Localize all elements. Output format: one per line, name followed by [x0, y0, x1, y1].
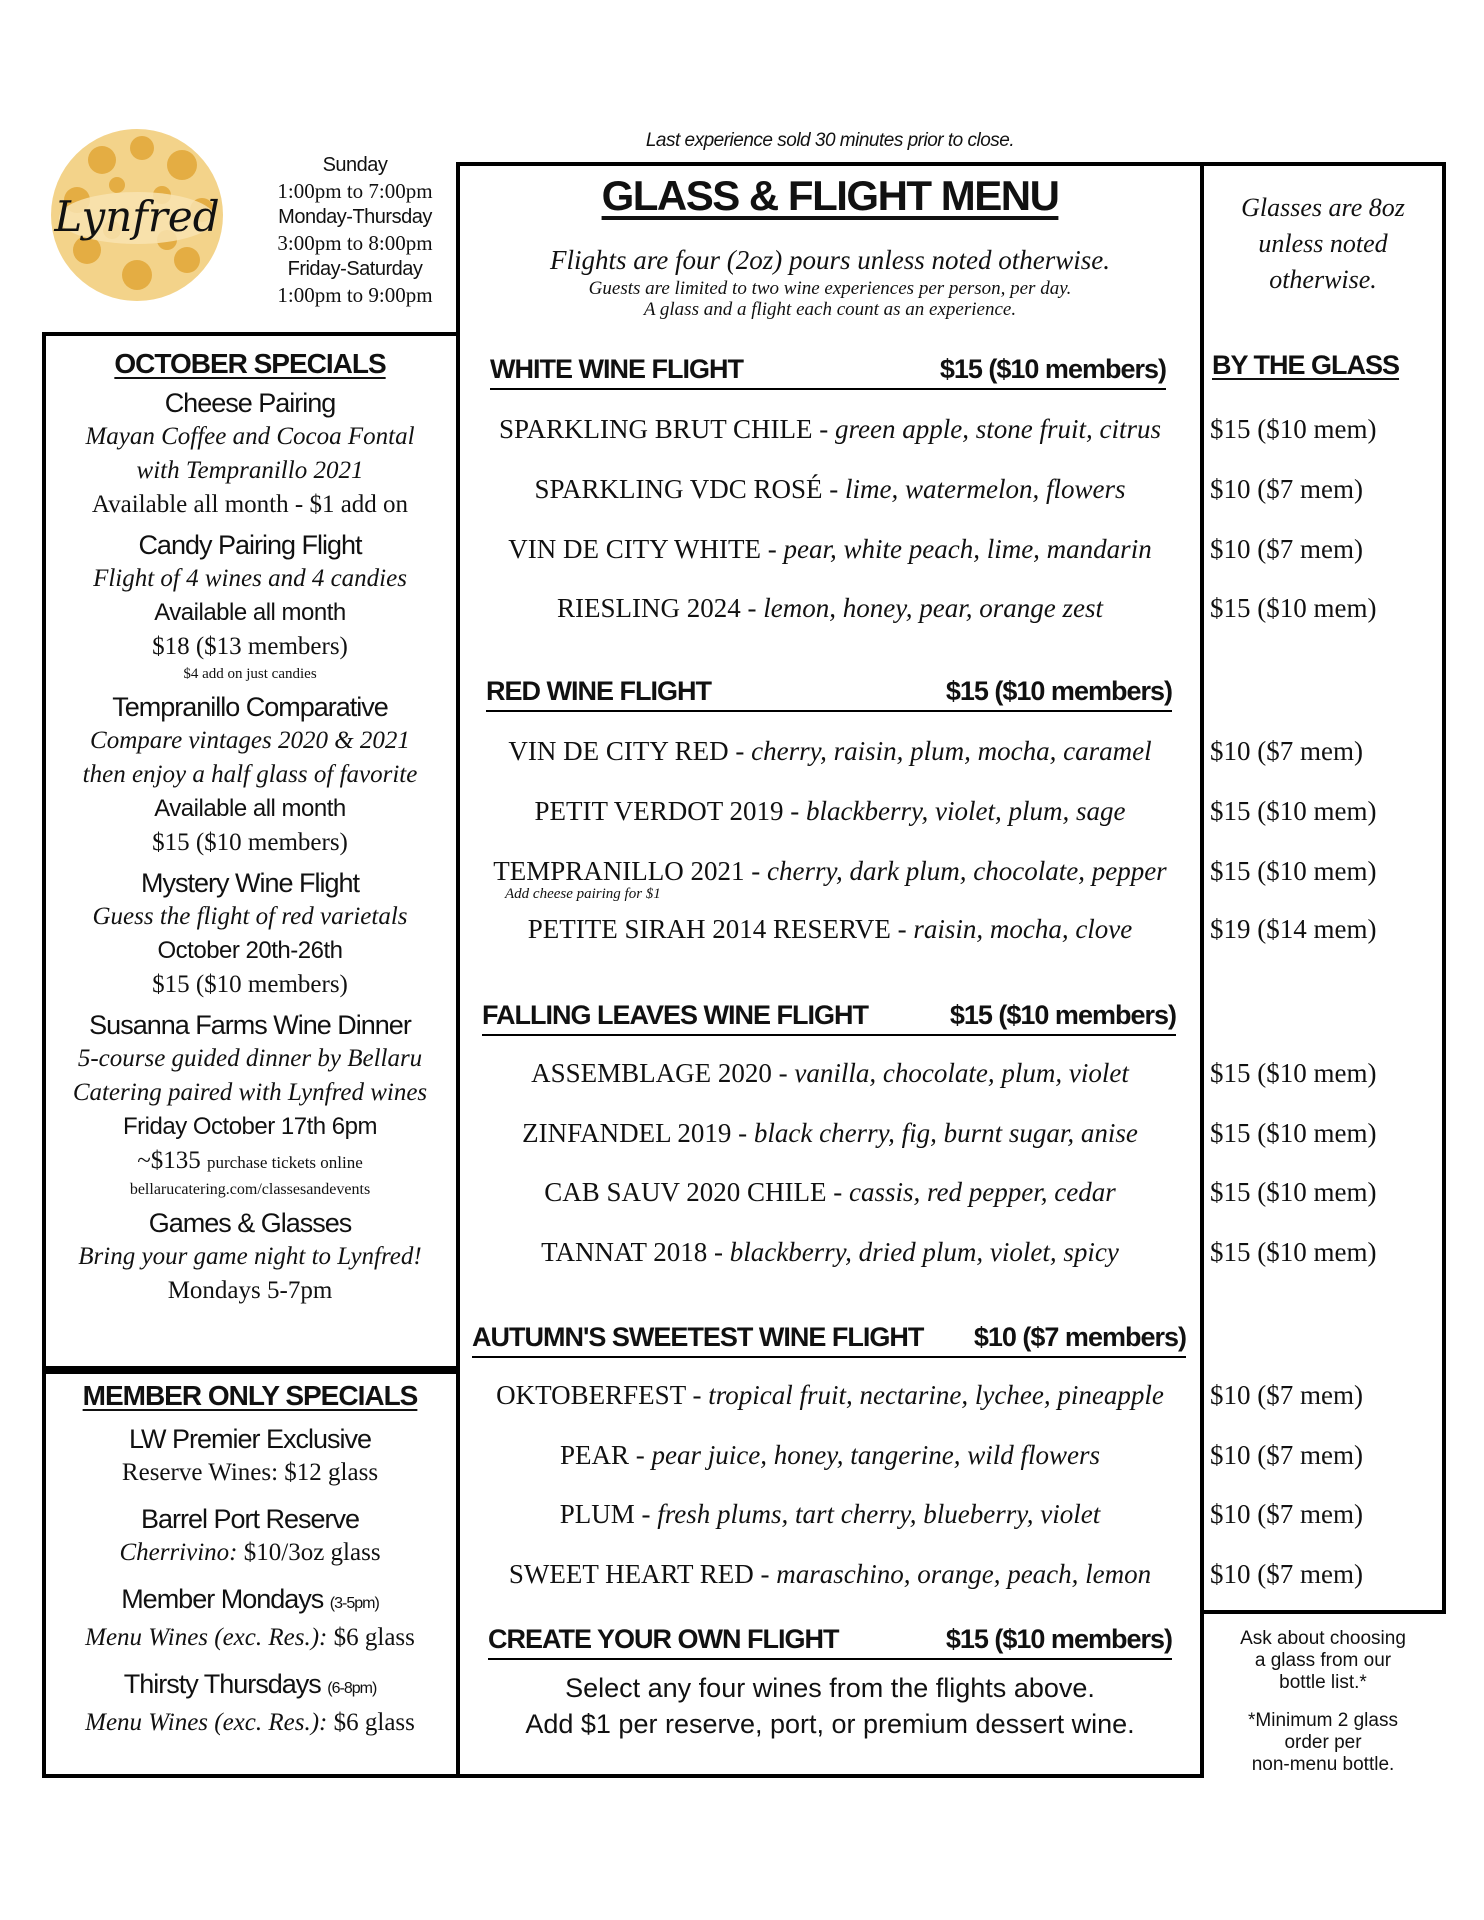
glass-price: $15 ($10 mem) [1210, 414, 1377, 444]
note-line: *Minimum 2 glass [1248, 1710, 1398, 1731]
glass-price: $10 ($7 mem) [1210, 1440, 1363, 1470]
wine-notes: vanilla, chocolate, plum, violet [794, 1058, 1129, 1088]
wine-name: PETIT VERDOT 2019 [534, 796, 784, 826]
wine-notes: green apple, stone fruit, citrus [835, 414, 1161, 444]
special-price: ~$135 [137, 1147, 201, 1174]
special-title: Mystery Wine Flight [140, 868, 360, 898]
glass-price: $10 ($7 mem) [1210, 1380, 1363, 1410]
flight-name: CREATE YOUR OWN FLIGHT [488, 1624, 839, 1654]
wine-notes: pear juice, honey, tangerine, wild flowers [651, 1440, 1100, 1470]
flight-header [490, 354, 1166, 394]
special-title: Games & Glasses [148, 1208, 352, 1238]
wine-name: CAB SAUV 2020 CHILE [544, 1177, 827, 1207]
glass-price: $15 ($10 mem) [1210, 1237, 1377, 1267]
wine-name: ZINFANDEL 2019 [522, 1118, 732, 1148]
flight-name: FALLING LEAVES WINE FLIGHT [482, 1000, 868, 1030]
flight-price: $15 ($10 members) [939, 354, 1166, 384]
glass-price: $15 ($10 mem) [1210, 1058, 1377, 1088]
note-line: a glass from our [1254, 1650, 1392, 1671]
glass-note-line: otherwise. [1269, 265, 1377, 294]
wine-item: RIESLING 2024 - lemon, honey, pear, orange zest [557, 593, 1103, 623]
wine-item: SPARKLING VDC ROSÉ - lime, watermelon, flowers [534, 474, 1126, 504]
glass-note-line: Glasses are 8oz [1241, 193, 1405, 222]
flight-name: RED WINE FLIGHT [486, 676, 711, 706]
special-title: Susanna Farms Wine Dinner [89, 1010, 411, 1040]
flight-name: WHITE WINE FLIGHT [490, 354, 743, 384]
wine-notes: cherry, raisin, plum, mocha, caramel [751, 736, 1152, 766]
hours-block [240, 152, 470, 308]
hours-time: 1:00pm to 7:00pm [277, 179, 433, 203]
hours-day: Friday-Saturday [287, 258, 423, 280]
special-title-line [50, 1582, 450, 1621]
wine-item: PETIT VERDOT 2019 - blackberry, violet, plum, sage [534, 796, 1126, 826]
special-line: Mondays 5-7pm [167, 1277, 333, 1304]
wine-name: TANNAT 2018 [541, 1237, 708, 1267]
special-line: October 20th-26th [157, 937, 343, 964]
last-experience-note: Last experience sold 30 minutes prior to close. [645, 130, 1015, 151]
event-url-link[interactable]: bellarucatering.com/classesandevents [129, 1181, 371, 1198]
wine-item: PETITE SIRAH 2014 RESERVE - raisin, mocha, clove [527, 914, 1133, 944]
flight-underline [486, 710, 1172, 712]
special-title-line [50, 1667, 450, 1706]
wine-item: PEAR - pear juice, honey, tangerine, wild flowers [560, 1440, 1100, 1470]
wine-notes: cherry, dark plum, chocolate, pepper [767, 856, 1167, 886]
special-line: Bring your game night to Lynfred! [78, 1243, 422, 1270]
flight-price: $10 ($7 members) [973, 1322, 1186, 1352]
note-line: order per [1284, 1732, 1362, 1753]
special-line: Available all month [154, 795, 346, 822]
special-line: Available all month [154, 599, 346, 626]
menu-rules [470, 278, 1190, 320]
wine-notes: raisin, mocha, clove [913, 914, 1133, 944]
purchase-note: purchase tickets online [207, 1153, 363, 1172]
wine-item: OKTOBERFEST - tropical fruit, nectarine, lychee, pineapple [496, 1380, 1164, 1410]
special-line: Catering paired with Lynfred wines [72, 1079, 428, 1106]
hours-day: Monday-Thursday [278, 206, 432, 228]
minimum-order-note [1204, 1710, 1442, 1776]
wine-item: ZINFANDEL 2019 - black cherry, fig, burnt sugar, anise [522, 1118, 1138, 1148]
by-the-glass-heading: BY THE GLASS [1212, 350, 1400, 380]
special-line: Flight of 4 wines and 4 candies [93, 565, 407, 592]
wine-name: RIESLING 2024 [557, 593, 741, 623]
glass-note-line: unless noted [1258, 229, 1388, 258]
menu-subtitle: Flights are four (2oz) pours unless noted otherwise. [550, 245, 1110, 275]
flight-price: $15 ($10 members) [949, 1000, 1176, 1030]
wine-name: SPARKLING BRUT CHILE [498, 414, 813, 444]
special-line: Mayan Coffee and Cocoa Fontal [85, 423, 415, 450]
special-line: Menu Wines (exc. Res.): [85, 1624, 328, 1651]
wine-name: SWEET HEART RED [508, 1559, 754, 1589]
menu-title: GLASS & FLIGHT MENU [601, 172, 1059, 219]
wine-name: TEMPRANILLO 2021 [493, 856, 745, 886]
flight-header [472, 1322, 1186, 1362]
wine-notes: blackberry, violet, plum, sage [806, 796, 1126, 826]
glass-price: $10 ($7 mem) [1210, 1499, 1363, 1529]
special-line: with Tempranillo 2021 [136, 457, 364, 484]
wine-name: SPARKLING VDC ROSÉ [534, 474, 823, 504]
special-price-line [50, 1144, 450, 1180]
flight-underline [490, 388, 1166, 390]
glass-size-note [1204, 190, 1442, 298]
special-price: $15 ($10 members) [152, 829, 348, 856]
wine-notes: pear, white peach, lime, mandarin [783, 534, 1152, 564]
flight-header [486, 676, 1172, 716]
member-specials [50, 1380, 450, 1740]
glass-price: $10 ($7 mem) [1210, 474, 1363, 504]
create-flight-description [462, 1670, 1198, 1742]
wine-item: TANNAT 2018 - blackberry, dried plum, violet, spicy [541, 1237, 1119, 1267]
flight-underline [472, 1356, 1186, 1358]
note-line: bottle list.* [1279, 1672, 1367, 1693]
wine-notes: cassis, red pepper, cedar [849, 1177, 1116, 1207]
wine-name: PEAR [560, 1440, 630, 1470]
wine-notes: fresh plums, tart cherry, blueberry, violet [657, 1499, 1101, 1529]
glass-price: $15 ($10 mem) [1210, 856, 1377, 886]
wine-item: VIN DE CITY RED - cherry, raisin, plum, mocha, caramel [508, 736, 1152, 766]
wine-name: OKTOBERFEST [496, 1380, 686, 1410]
logo-text: Lynfred [54, 192, 220, 241]
cheese-pairing-note: Add cheese pairing for $1 [505, 886, 661, 902]
wine-name: VIN DE CITY RED [508, 736, 729, 766]
special-line: $10/3oz glass [243, 1539, 381, 1566]
special-title: Barrel Port Reserve [140, 1504, 360, 1534]
main-menu-box [456, 162, 1204, 1778]
special-title: Cheese Pairing [164, 388, 336, 418]
special-line: Reserve Wines: $12 glass [121, 1459, 379, 1486]
october-heading: OCTOBER SPECIALS [114, 348, 386, 379]
october-specials [50, 340, 450, 1308]
note-line: non-menu bottle. [1251, 1754, 1395, 1775]
special-line: Menu Wines (exc. Res.): [85, 1709, 328, 1736]
special-time: (3-5pm) [329, 1595, 379, 1612]
hours-time: 3:00pm to 8:00pm [277, 231, 433, 255]
glass-price: $10 ($7 mem) [1210, 1559, 1363, 1589]
bottle-list-note [1204, 1628, 1442, 1694]
wine-item: CAB SAUV 2020 CHILE - cassis, red pepper, cedar [544, 1177, 1116, 1207]
flight-name: AUTUMN'S SWEETEST WINE FLIGHT [472, 1322, 924, 1352]
wine-item: PLUM - fresh plums, tart cherry, blueberry, violet [559, 1499, 1101, 1529]
note-line: Ask about choosing [1240, 1628, 1406, 1649]
wine-notes: lemon, honey, pear, orange zest [763, 593, 1103, 623]
glass-price: $15 ($10 mem) [1210, 796, 1377, 826]
wine-item: VIN DE CITY WHITE - pear, white peach, lime, mandarin [508, 534, 1152, 564]
menu-rule-line: A glass and a flight each count as an experience. [643, 299, 1017, 320]
flight-price: $15 ($10 members) [945, 676, 1172, 706]
wine-item: SPARKLING BRUT CHILE - green apple, stone fruit, citrus [498, 414, 1161, 444]
special-line: Compare vintages 2020 & 2021 [90, 727, 410, 754]
menu-rule-line: Guests are limited to two wine experiences per person, per day. [588, 278, 1072, 299]
special-time: (6-8pm) [327, 1680, 377, 1697]
wine-name: VIN DE CITY WHITE [508, 534, 761, 564]
wine-name: PLUM [559, 1499, 635, 1529]
special-price: $18 ($13 members) [152, 633, 348, 660]
wine-notes: black cherry, fig, burnt sugar, anise [753, 1118, 1138, 1148]
create-line: Add $1 per reserve, port, or premium dessert wine. [525, 1709, 1135, 1739]
special-line: Cherrivino: [119, 1539, 238, 1566]
create-line: Select any four wines from the flights above. [565, 1673, 1095, 1703]
glass-price: $19 ($14 mem) [1210, 914, 1377, 944]
wine-notes: maraschino, orange, peach, lemon [776, 1559, 1152, 1589]
special-small-note: $4 add on just candies [183, 666, 317, 682]
wine-name: ASSEMBLAGE 2020 [531, 1058, 772, 1088]
glass-price: $15 ($10 mem) [1210, 1118, 1377, 1148]
glass-price: $10 ($7 mem) [1210, 534, 1363, 564]
special-line: Available all month - $1 add on [91, 491, 409, 518]
lynfred-logo [42, 120, 232, 310]
flight-price: $15 ($10 members) [945, 1624, 1172, 1654]
special-title: Thirsty Thursdays [123, 1669, 321, 1699]
wine-item: ASSEMBLAGE 2020 - vanilla, chocolate, plum, violet [531, 1058, 1129, 1088]
special-line: 5-course guided dinner by Bellaru [77, 1045, 423, 1072]
wine-notes: lime, watermelon, flowers [845, 474, 1126, 504]
special-line: $6 glass [333, 1709, 415, 1736]
special-price: $15 ($10 members) [152, 971, 348, 998]
special-title: Member Mondays [121, 1584, 324, 1614]
wine-notes: tropical fruit, nectarine, lychee, pineapple [708, 1380, 1164, 1410]
special-line: Friday October 17th 6pm [123, 1113, 377, 1140]
special-line: Guess the flight of red varietals [92, 903, 408, 930]
hours-time: 1:00pm to 9:00pm [277, 283, 433, 307]
flight-underline [488, 1658, 1172, 1660]
special-line: then enjoy a half glass of favorite [82, 761, 418, 788]
flight-underline [482, 1034, 1176, 1036]
wine-name: PETITE SIRAH 2014 RESERVE [527, 914, 891, 944]
member-heading: MEMBER ONLY SPECIALS [82, 1380, 418, 1411]
special-line: $6 glass [333, 1624, 415, 1651]
wine-notes: blackberry, dried plum, violet, spicy [729, 1237, 1119, 1267]
glass-price: $10 ($7 mem) [1210, 736, 1363, 766]
hours-day: Sunday [322, 154, 388, 176]
wine-item: SWEET HEART RED - maraschino, orange, peach, lemon [508, 1559, 1152, 1589]
special-title: Tempranillo Comparative [112, 692, 388, 722]
special-title: Candy Pairing Flight [138, 530, 362, 560]
glass-price: $15 ($10 mem) [1210, 593, 1377, 623]
flight-header [488, 1624, 1172, 1664]
flight-header [482, 1000, 1176, 1040]
special-title: LW Premier Exclusive [128, 1424, 372, 1454]
glass-price: $15 ($10 mem) [1210, 1177, 1377, 1207]
wine-item: TEMPRANILLO 2021 - cherry, dark plum, chocolate, pepper [493, 856, 1167, 886]
